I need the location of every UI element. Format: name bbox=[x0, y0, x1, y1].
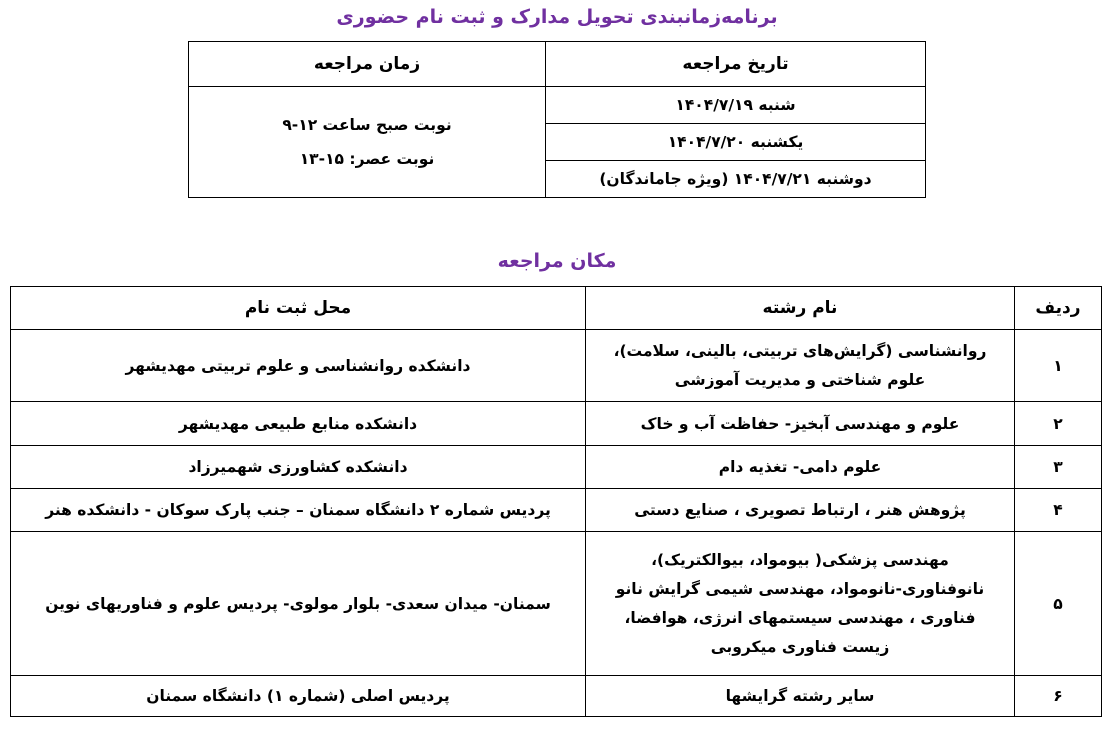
table-row bbox=[11, 402, 1102, 446]
field-line: سایر رشته گرایشها bbox=[725, 687, 875, 705]
places-table bbox=[10, 286, 1102, 717]
time-header: زمان مراجعه bbox=[189, 42, 546, 87]
row-number: ۱ bbox=[1015, 330, 1102, 402]
schedule-header-row bbox=[189, 42, 926, 87]
field-line: نانوفناوری-نانومواد، مهندسی شیمی گرایش نانو bbox=[615, 579, 985, 598]
field-line: فناوری ، مهندسی سیستمهای انرژی، هوافضا، bbox=[624, 608, 976, 627]
field-cell bbox=[586, 446, 1015, 489]
table-row bbox=[11, 330, 1102, 402]
schedule-title: برنامه‌زمانبندی تحویل مدارک و ثبت نام حضوری bbox=[336, 6, 778, 28]
field-cell bbox=[586, 330, 1015, 402]
row-number: ۴ bbox=[1015, 489, 1102, 532]
location-cell: پردیس اصلی (شماره ۱) دانشگاه سمنان bbox=[11, 676, 586, 717]
date-cell: شنبه ۱۴۰۴/۷/۱۹ bbox=[546, 87, 926, 124]
field-line: علوم و مهندسی آبخیز- حفاظت آب و خاک bbox=[640, 414, 960, 433]
places-header-row bbox=[11, 287, 1102, 330]
field-cell bbox=[586, 676, 1015, 717]
row-number: ۵ bbox=[1015, 532, 1102, 676]
row-number: ۲ bbox=[1015, 402, 1102, 446]
field-line: زیست فناوری میکروبی bbox=[710, 637, 890, 656]
time-slot-afternoon: نوبت عصر: ۱۵-۱۳ bbox=[299, 150, 435, 168]
date-cell: یکشنبه ۱۴۰۴/۷/۲۰ bbox=[546, 124, 926, 161]
date-cell: دوشنبه ۱۴۰۴/۷/۲۱ (ویژه جاماندگان) bbox=[546, 161, 926, 198]
field-line: روانشناسی (گرایش‌های تربیتی، بالینی، سلامت)، bbox=[613, 341, 987, 360]
field-line: علوم دامی- تغذیه دام bbox=[718, 458, 882, 476]
field-cell bbox=[586, 532, 1015, 676]
field-cell bbox=[586, 402, 1015, 446]
field-line: پژوهش هنر ، ارتباط تصویری ، صنایع دستی bbox=[634, 501, 966, 519]
field-line: مهندسی پزشکی( بیومواد، بیوالکتریک)، bbox=[651, 550, 949, 569]
location-header: محل ثبت نام bbox=[11, 287, 586, 330]
table-row bbox=[11, 676, 1102, 717]
location-cell: دانشکده روانشناسی و علوم تربیتی مهدیشهر bbox=[11, 330, 586, 402]
field-cell bbox=[586, 489, 1015, 532]
row-number: ۳ bbox=[1015, 446, 1102, 489]
date-header: تاریخ مراجعه bbox=[546, 42, 926, 87]
table-row bbox=[11, 489, 1102, 532]
field-line: علوم شناختی و مدیریت آموزشی bbox=[674, 370, 926, 389]
time-cell bbox=[189, 87, 546, 198]
time-slot-morning: نوبت صبح ساعت ۱۲-۹ bbox=[282, 116, 452, 134]
field-header: نام رشته bbox=[586, 287, 1015, 330]
places-title: مکان مراجعه bbox=[497, 250, 617, 272]
table-row bbox=[11, 446, 1102, 489]
row-number-header: ردیف bbox=[1015, 287, 1102, 330]
location-cell: پردیس شماره ۲ دانشگاه سمنان – جنب پارک سوکان - دانشکده هنر bbox=[11, 489, 586, 532]
schedule-table bbox=[188, 41, 926, 198]
location-cell: دانشکده منابع طبیعی مهدیشهر bbox=[11, 402, 586, 446]
location-cell: دانشکده کشاورزی شهمیرزاد bbox=[11, 446, 586, 489]
table-row bbox=[11, 532, 1102, 676]
location-cell: سمنان- میدان سعدی- بلوار مولوی- پردیس علوم و فناوریهای نوین bbox=[11, 532, 586, 676]
schedule-row bbox=[189, 87, 926, 124]
row-number: ۶ bbox=[1015, 676, 1102, 717]
